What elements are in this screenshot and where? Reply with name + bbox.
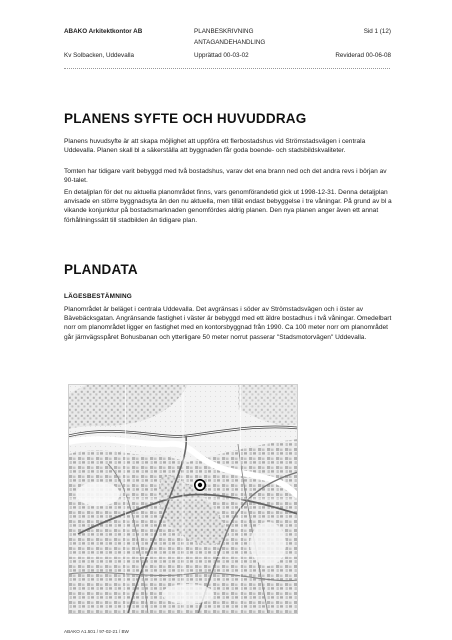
- purpose-paragraph-1: Planens huvudsyfte är att skapa möjlighet att uppföra ett flerbostadshus vid Strömstadsvägen i centrala Uddevalla. Planen skall bl a säkerställa att byggnaden får goda boende- och stadsbildskvaliteter.: [64, 138, 366, 155]
- document-subtype: ANTAGANDEHANDLING: [194, 39, 266, 46]
- purpose-paragraph-2: Tomten har tidigare varit bebyggd med två bostadshus, varav det ena brann ned och det andra revs i början av 90-talet.: [64, 168, 387, 185]
- map-open-area-1: [76, 482, 120, 506]
- map-open-area-3: [162, 584, 214, 604]
- revised-date: Reviderad 00-06-08: [335, 52, 391, 59]
- document-type: PLANBESKRIVNING: [194, 28, 254, 35]
- purpose-paragraph-3: En detaljplan för det nu aktuella planområdet finns, vars genomförandetid gick ut 1998-12-31. Denna detaljplan anvisade en större byggnadsyta än den nu aktuella, men tillät endast bebyggelse i tre våningar. På grund av bl a vikande konjunktur på bostadsmarknaden genomfördes aldrig planen. Den nya planen anger även ett annat förhållningssätt till stadbilden än tidigare plan.: [64, 189, 392, 224]
- section-title-purpose: PLANENS SYFTE OCH HUVUDDRAG: [64, 111, 307, 126]
- project-location: Kv Solbacken, Uddevalla: [64, 52, 135, 59]
- location-map: [68, 384, 298, 614]
- page-number: Sid 1 (12): [363, 28, 391, 35]
- section-title-plandata: PLANDATA: [64, 262, 138, 277]
- header-divider: [64, 68, 390, 69]
- footer-code: ABAKO A1.501 / 97-02-21 / BW: [64, 629, 129, 634]
- subheading-location: LÄGESBESTÄMNING: [64, 293, 132, 300]
- target-circle-icon: [195, 480, 205, 490]
- map-open-area-2: [250, 522, 286, 566]
- company-name: ABAKO Arkitektkontor AB: [64, 28, 143, 35]
- created-date: Upprättad 00-03-02: [194, 52, 249, 59]
- location-paragraph: Planområdet är beläget i centrala Uddevalla. Det avgränsas i söder av Strömstadsvägen och i öster av Bävebäcksgatan. Angränsande fastighet i väster är bebyggd med ett äldre bostadhus i två våningar. Omedelbart norr om planområdet ligger en fastighet med en kontorsbyggnad från 1990. Ca 100 meter norr om planområdet går järnvägsspåret Bohusbanan och ytterligare 50 meter norrut passerar "Stadsmotorvägen" Uddevalla.: [64, 306, 392, 341]
